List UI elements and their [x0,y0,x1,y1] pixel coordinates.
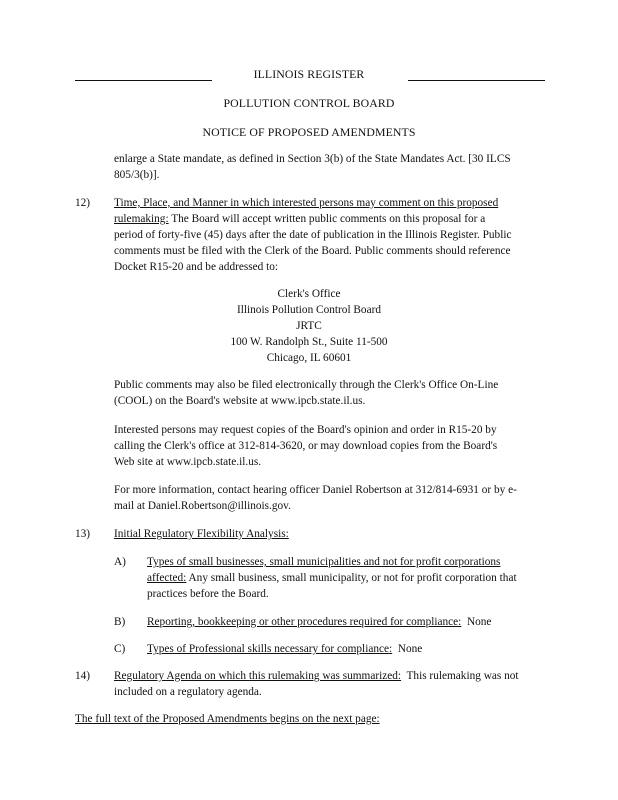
cool-line-1: Public comments may also be filed electronically through the Clerk's Office On-Line [114,379,499,391]
item-13-a-label: A) [114,556,126,568]
full-text-notice: The full text of the Proposed Amendments begins on the next page: [75,713,380,725]
item-14-line-1 [114,668,519,684]
header-rule-right [408,80,545,81]
copies-line-3: Web site at www.ipcb.state.il.us. [114,456,262,468]
item-12-line-2-rest: The Board will accept written public comments on this proposal for a [168,213,486,225]
item-14-line-1-rest: This rulemaking was not [401,670,519,682]
info-line-1: For more information, contact hearing officer Daniel Robertson at 312/814-6931 or by e- [114,484,517,496]
item-12-number: 12) [75,197,91,209]
item-13-a-line-2-rest: Any small business, small municipality, or not for profit corporation that [186,572,517,584]
address-line-2: Illinois Pollution Control Board [236,304,382,316]
item-14-heading: Regulatory Agenda on which this rulemaking was summarized: [114,670,402,682]
info-line-2: mail at Daniel.Robertson@illinois.gov. [114,500,291,512]
item-13-heading: Initial Regulatory Flexibility Analysis: [114,528,289,540]
address-line-4: 100 W. Randolph St., Suite 11-500 [230,336,388,348]
item-13-b-label: B) [114,616,126,628]
agency-name: POLLUTION CONTROL BOARD [223,96,395,110]
carryover-line-2: 805/3(b)]. [114,169,160,181]
item-13-a-heading-line-2: affected: [147,572,187,584]
notice-title: NOTICE OF PROPOSED AMENDMENTS [202,125,416,139]
address-line-1: Clerk's Office [277,288,341,300]
item-13-b-value: None [461,616,492,628]
item-12-line-5: Docket R15-20 and be addressed to: [114,261,279,273]
item-13-c-line [147,641,422,657]
item-12-line-3: period of forty-five (45) days after the date of publication in the Illinois Register. Public [114,229,512,241]
item-13-a-line-3: practices before the Board. [147,588,269,600]
item-13-c-heading: Types of Professional skills necessary for compliance: [147,643,393,655]
item-13-b-line [147,614,491,630]
item-13-a-line-2 [147,570,517,586]
item-13-number: 13) [75,528,91,540]
item-12-heading-line-1: Time, Place, and Manner in which interested persons may comment on this proposed [114,197,499,209]
item-14-line-2: included on a regulatory agenda. [114,686,262,698]
address-line-5: Chicago, IL 60601 [266,352,352,364]
address-line-3: JRTC [296,320,322,332]
carryover-line-1: enlarge a State mandate, as defined in Section 3(b) of the State Mandates Act. [30 ILCS [114,153,511,165]
copies-line-1: Interested persons may request copies of the Board's opinion and order in R15-20 by [114,424,497,436]
item-13-c-value: None [392,643,423,655]
item-14-number: 14) [75,670,91,682]
item-12-line-2 [114,211,485,227]
item-13-a-heading-line-1: Types of small businesses, small municipalities and not for profit corporations [147,556,501,568]
register-title: ILLINOIS REGISTER [253,67,365,81]
cool-line-2: (COOL) on the Board's website at www.ipcb.state.il.us. [114,395,366,407]
item-12-heading-line-2: rulemaking: [114,213,169,225]
copies-line-2: calling the Clerk's office at 312-814-3620, or may download copies from the Board's [114,440,498,452]
item-13-b-heading: Reporting, bookkeeping or other procedures required for compliance: [147,616,462,628]
item-13-c-label: C) [114,643,126,655]
item-12-line-4: comments must be filed with the Clerk of the Board. Public comments should reference [114,245,511,257]
